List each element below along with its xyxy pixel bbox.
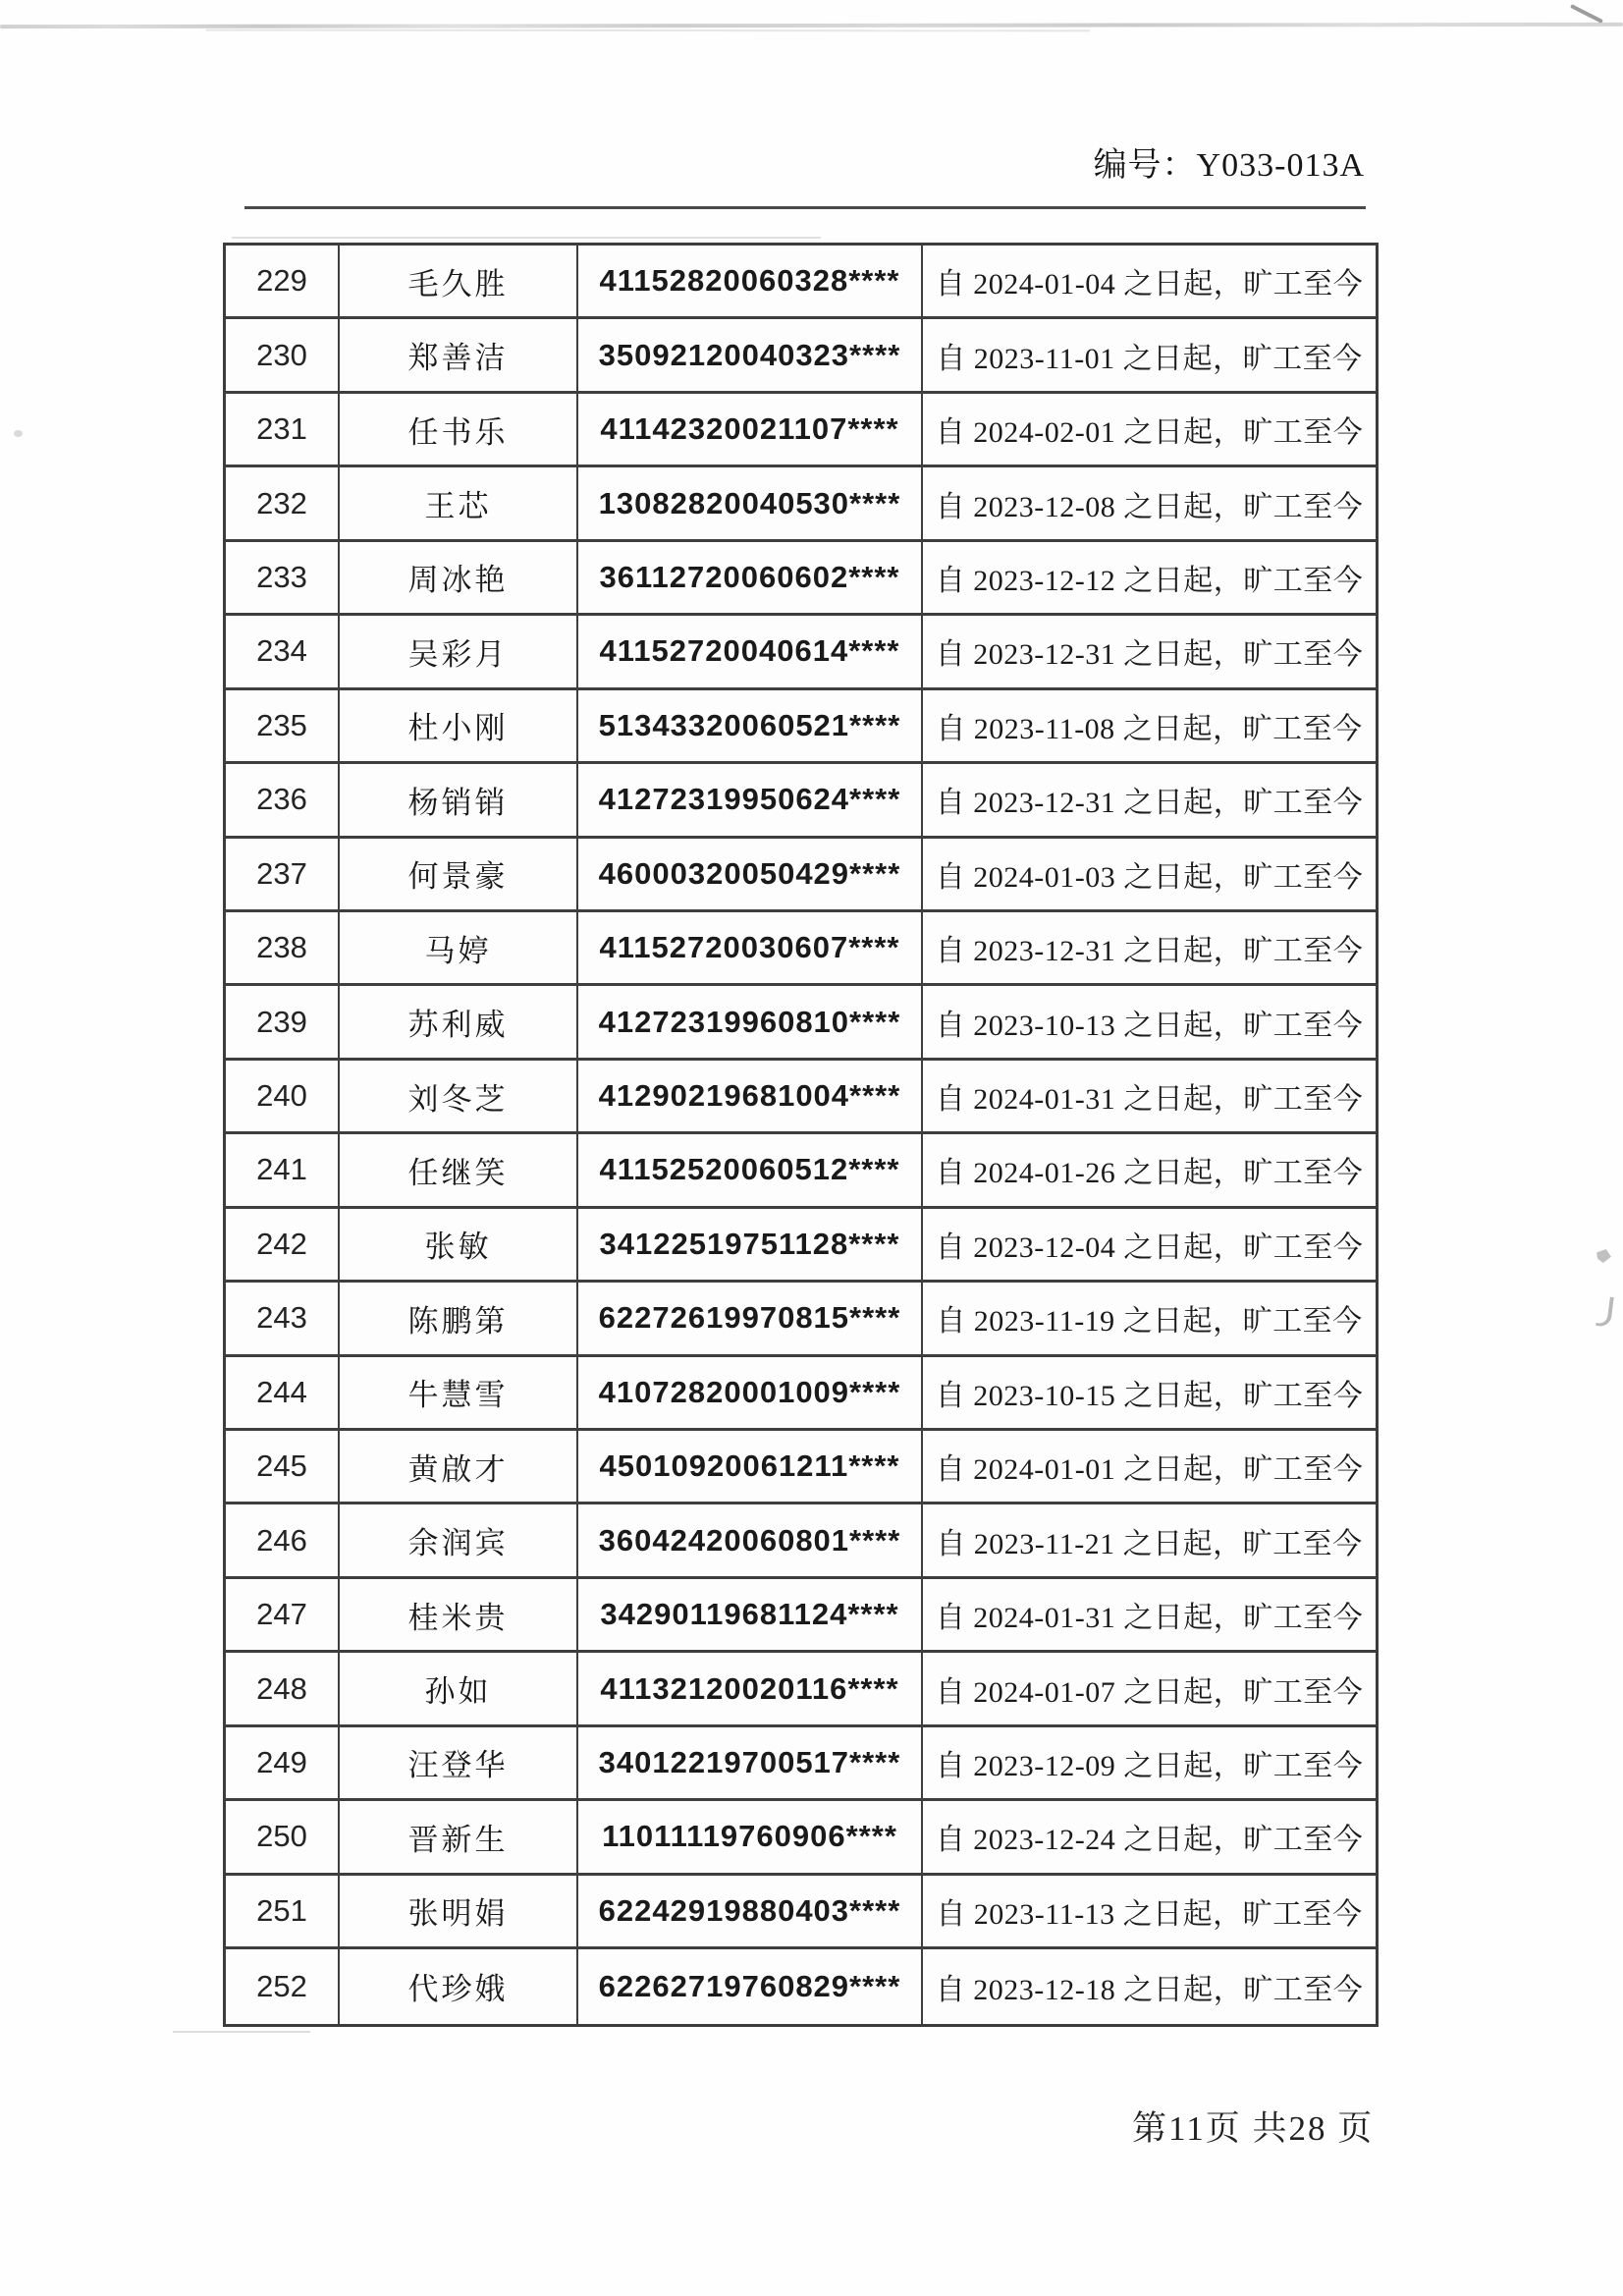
cell-absence-status: 自 2023-11-19 之日起，旷工至今 xyxy=(923,1283,1376,1356)
cell-absence-status: 自 2023-10-13 之日起，旷工至今 xyxy=(923,986,1376,1060)
cell-person-name: 任书乐 xyxy=(340,394,578,467)
cell-serial-number: 236 xyxy=(226,764,340,838)
cell-person-name: 余润宾 xyxy=(340,1504,578,1578)
cell-id-number: 11011119760906**** xyxy=(578,1801,923,1875)
cell-absence-status: 自 2024-01-01 之日起，旷工至今 xyxy=(923,1431,1376,1504)
scan-edge-mark xyxy=(14,430,23,437)
cell-person-name: 杨销销 xyxy=(340,764,578,838)
scan-ghost-line xyxy=(232,237,821,239)
cell-absence-status: 自 2024-01-26 之日起，旷工至今 xyxy=(923,1134,1376,1208)
cell-serial-number: 250 xyxy=(226,1801,340,1875)
cell-absence-status: 自 2023-12-24 之日起，旷工至今 xyxy=(923,1801,1376,1875)
cell-id-number: 62262719760829**** xyxy=(578,1949,923,2023)
cell-absence-status: 自 2023-12-31 之日起，旷工至今 xyxy=(923,912,1376,986)
cell-person-name: 代珍娥 xyxy=(340,1949,578,2023)
cell-absence-status: 自 2024-02-01 之日起，旷工至今 xyxy=(923,394,1376,467)
cell-person-name: 任继笑 xyxy=(340,1134,578,1208)
cell-person-name: 苏利威 xyxy=(340,986,578,1060)
cell-person-name: 桂米贵 xyxy=(340,1579,578,1653)
scan-artifact-line-faint xyxy=(206,29,1090,32)
scan-edge-mark xyxy=(1596,1295,1614,1328)
cell-serial-number: 246 xyxy=(226,1504,340,1578)
cell-id-number: 34290119681124**** xyxy=(578,1579,923,1653)
cell-id-number: 36042420060801**** xyxy=(578,1504,923,1578)
cell-id-number: 41132120020116**** xyxy=(578,1653,923,1726)
cell-person-name: 马婷 xyxy=(340,912,578,986)
cell-id-number: 41152820060328**** xyxy=(578,246,923,319)
cell-absence-status: 自 2023-12-31 之日起，旷工至今 xyxy=(923,616,1376,689)
cell-serial-number: 230 xyxy=(226,319,340,393)
cell-serial-number: 231 xyxy=(226,394,340,467)
cell-serial-number: 243 xyxy=(226,1283,340,1356)
scan-artifact-corner-tick xyxy=(1570,4,1603,24)
cell-absence-status: 自 2023-12-12 之日起，旷工至今 xyxy=(923,542,1376,616)
cell-absence-status: 自 2023-11-01 之日起，旷工至今 xyxy=(923,319,1376,393)
cell-person-name: 张明娟 xyxy=(340,1876,578,1949)
cell-id-number: 41142320021107**** xyxy=(578,394,923,467)
scan-edge-mark xyxy=(1596,1249,1611,1263)
cell-id-number: 13082820040530**** xyxy=(578,467,923,541)
cell-serial-number: 235 xyxy=(226,690,340,764)
cell-serial-number: 249 xyxy=(226,1727,340,1801)
cell-absence-status: 自 2023-12-04 之日起，旷工至今 xyxy=(923,1209,1376,1283)
cell-person-name: 汪登华 xyxy=(340,1727,578,1801)
cell-absence-status: 自 2023-12-18 之日起，旷工至今 xyxy=(935,1973,1364,2006)
cell-absence-status: 自 2023-11-13 之日起，旷工至今 xyxy=(923,1876,1376,1949)
cell-id-number: 41072820001009**** xyxy=(578,1357,923,1431)
cell-id-number: 62272619970815**** xyxy=(578,1283,923,1356)
cell-id-number: 41152520060512**** xyxy=(578,1134,923,1208)
cell-person-name: 黄啟才 xyxy=(340,1431,578,1504)
cell-id-number: 46000320050429**** xyxy=(578,839,923,912)
cell-serial-number: 238 xyxy=(226,912,340,986)
cell-id-number: 41152720040614**** xyxy=(578,616,923,689)
cell-absence-status: 自 2023-12-31 之日起，旷工至今 xyxy=(923,764,1376,838)
cell-id-number: 45010920061211**** xyxy=(578,1431,923,1504)
cell-absence-status: 自 2024-01-31 之日起，旷工至今 xyxy=(923,1061,1376,1134)
cell-person-name: 周冰艳 xyxy=(340,542,578,616)
cell-id-number: 41152720030607**** xyxy=(578,912,923,986)
cell-person-name: 何景豪 xyxy=(340,839,578,912)
cell-absence-status: 自 2023-12-09 之日起，旷工至今 xyxy=(923,1727,1376,1801)
scan-artifact-line xyxy=(0,23,1623,28)
cell-id-number: 41290219681004**** xyxy=(578,1061,923,1134)
cell-serial-number: 234 xyxy=(226,616,340,689)
cell-serial-number: 247 xyxy=(226,1579,340,1653)
cell-id-number: 41272319950624**** xyxy=(578,764,923,838)
cell-absence-status: 自 2024-01-31 之日起，旷工至今 xyxy=(923,1579,1376,1653)
cell-person-name: 牛慧雪 xyxy=(340,1357,578,1431)
cell-id-number: 62242919880403**** xyxy=(578,1876,923,1949)
scan-ghost-line xyxy=(173,2031,310,2033)
cell-person-name: 张敏 xyxy=(340,1209,578,1283)
cell-person-name: 晋新生 xyxy=(340,1801,578,1875)
cell-person-name: 吴彩月 xyxy=(340,616,578,689)
cell-serial-number: 233 xyxy=(226,542,340,616)
cell-absence-status: 自 2024-01-07 之日起，旷工至今 xyxy=(923,1653,1376,1726)
doc-number: 编号：Y033-013A xyxy=(1093,147,1365,184)
cell-id-number: 41272319960810**** xyxy=(578,986,923,1060)
page-number-footer: 第11页 共28 页 xyxy=(1132,2109,1375,2148)
cell-person-name: 王芯 xyxy=(340,467,578,541)
cell-serial-number: 237 xyxy=(226,839,340,912)
cell-serial-number: 229 xyxy=(226,246,340,319)
cell-serial-number: 244 xyxy=(226,1357,340,1431)
cell-serial-number: 241 xyxy=(226,1134,340,1208)
cell-id-number: 34122519751128**** xyxy=(578,1209,923,1283)
cell-absence-status: 自 2024-01-03 之日起，旷工至今 xyxy=(923,839,1376,912)
cell-absence-status: 自 2024-01-04 之日起，旷工至今 xyxy=(923,246,1376,319)
cell-serial-number: 245 xyxy=(226,1431,340,1504)
cell-person-name: 孙如 xyxy=(340,1653,578,1726)
cell-person-name: 杜小刚 xyxy=(340,690,578,764)
cell-id-number: 51343320060521**** xyxy=(578,690,923,764)
absence-roster-table xyxy=(223,243,1379,2027)
cell-id-number: 36112720060602**** xyxy=(578,542,923,616)
cell-absence-status: 自 2023-12-08 之日起，旷工至今 xyxy=(923,467,1376,541)
cell-id-number: 34012219700517**** xyxy=(578,1727,923,1801)
cell-serial-number: 248 xyxy=(226,1653,340,1726)
cell-absence-status: 自 2023-11-21 之日起，旷工至今 xyxy=(923,1504,1376,1578)
cell-serial-number: 240 xyxy=(226,1061,340,1134)
cell-person-name: 陈鹏第 xyxy=(340,1283,578,1356)
cell-serial-number: 232 xyxy=(226,467,340,541)
cell-person-name: 郑善洁 xyxy=(340,319,578,393)
cell-absence-status: 自 2023-10-15 之日起，旷工至今 xyxy=(923,1357,1376,1431)
cell-person-name: 刘冬芝 xyxy=(340,1061,578,1134)
cell-serial-number: 239 xyxy=(226,986,340,1060)
cell-person-name: 毛久胜 xyxy=(340,246,578,319)
cell-absence-status: 自 2023-11-08 之日起，旷工至今 xyxy=(923,690,1376,764)
cell-serial-number: 251 xyxy=(226,1876,340,1949)
cell-id-number: 35092120040323**** xyxy=(578,319,923,393)
header-rule xyxy=(244,206,1366,209)
cell-serial-number: 242 xyxy=(226,1209,340,1283)
cell-serial-number: 252 xyxy=(226,1949,340,2023)
